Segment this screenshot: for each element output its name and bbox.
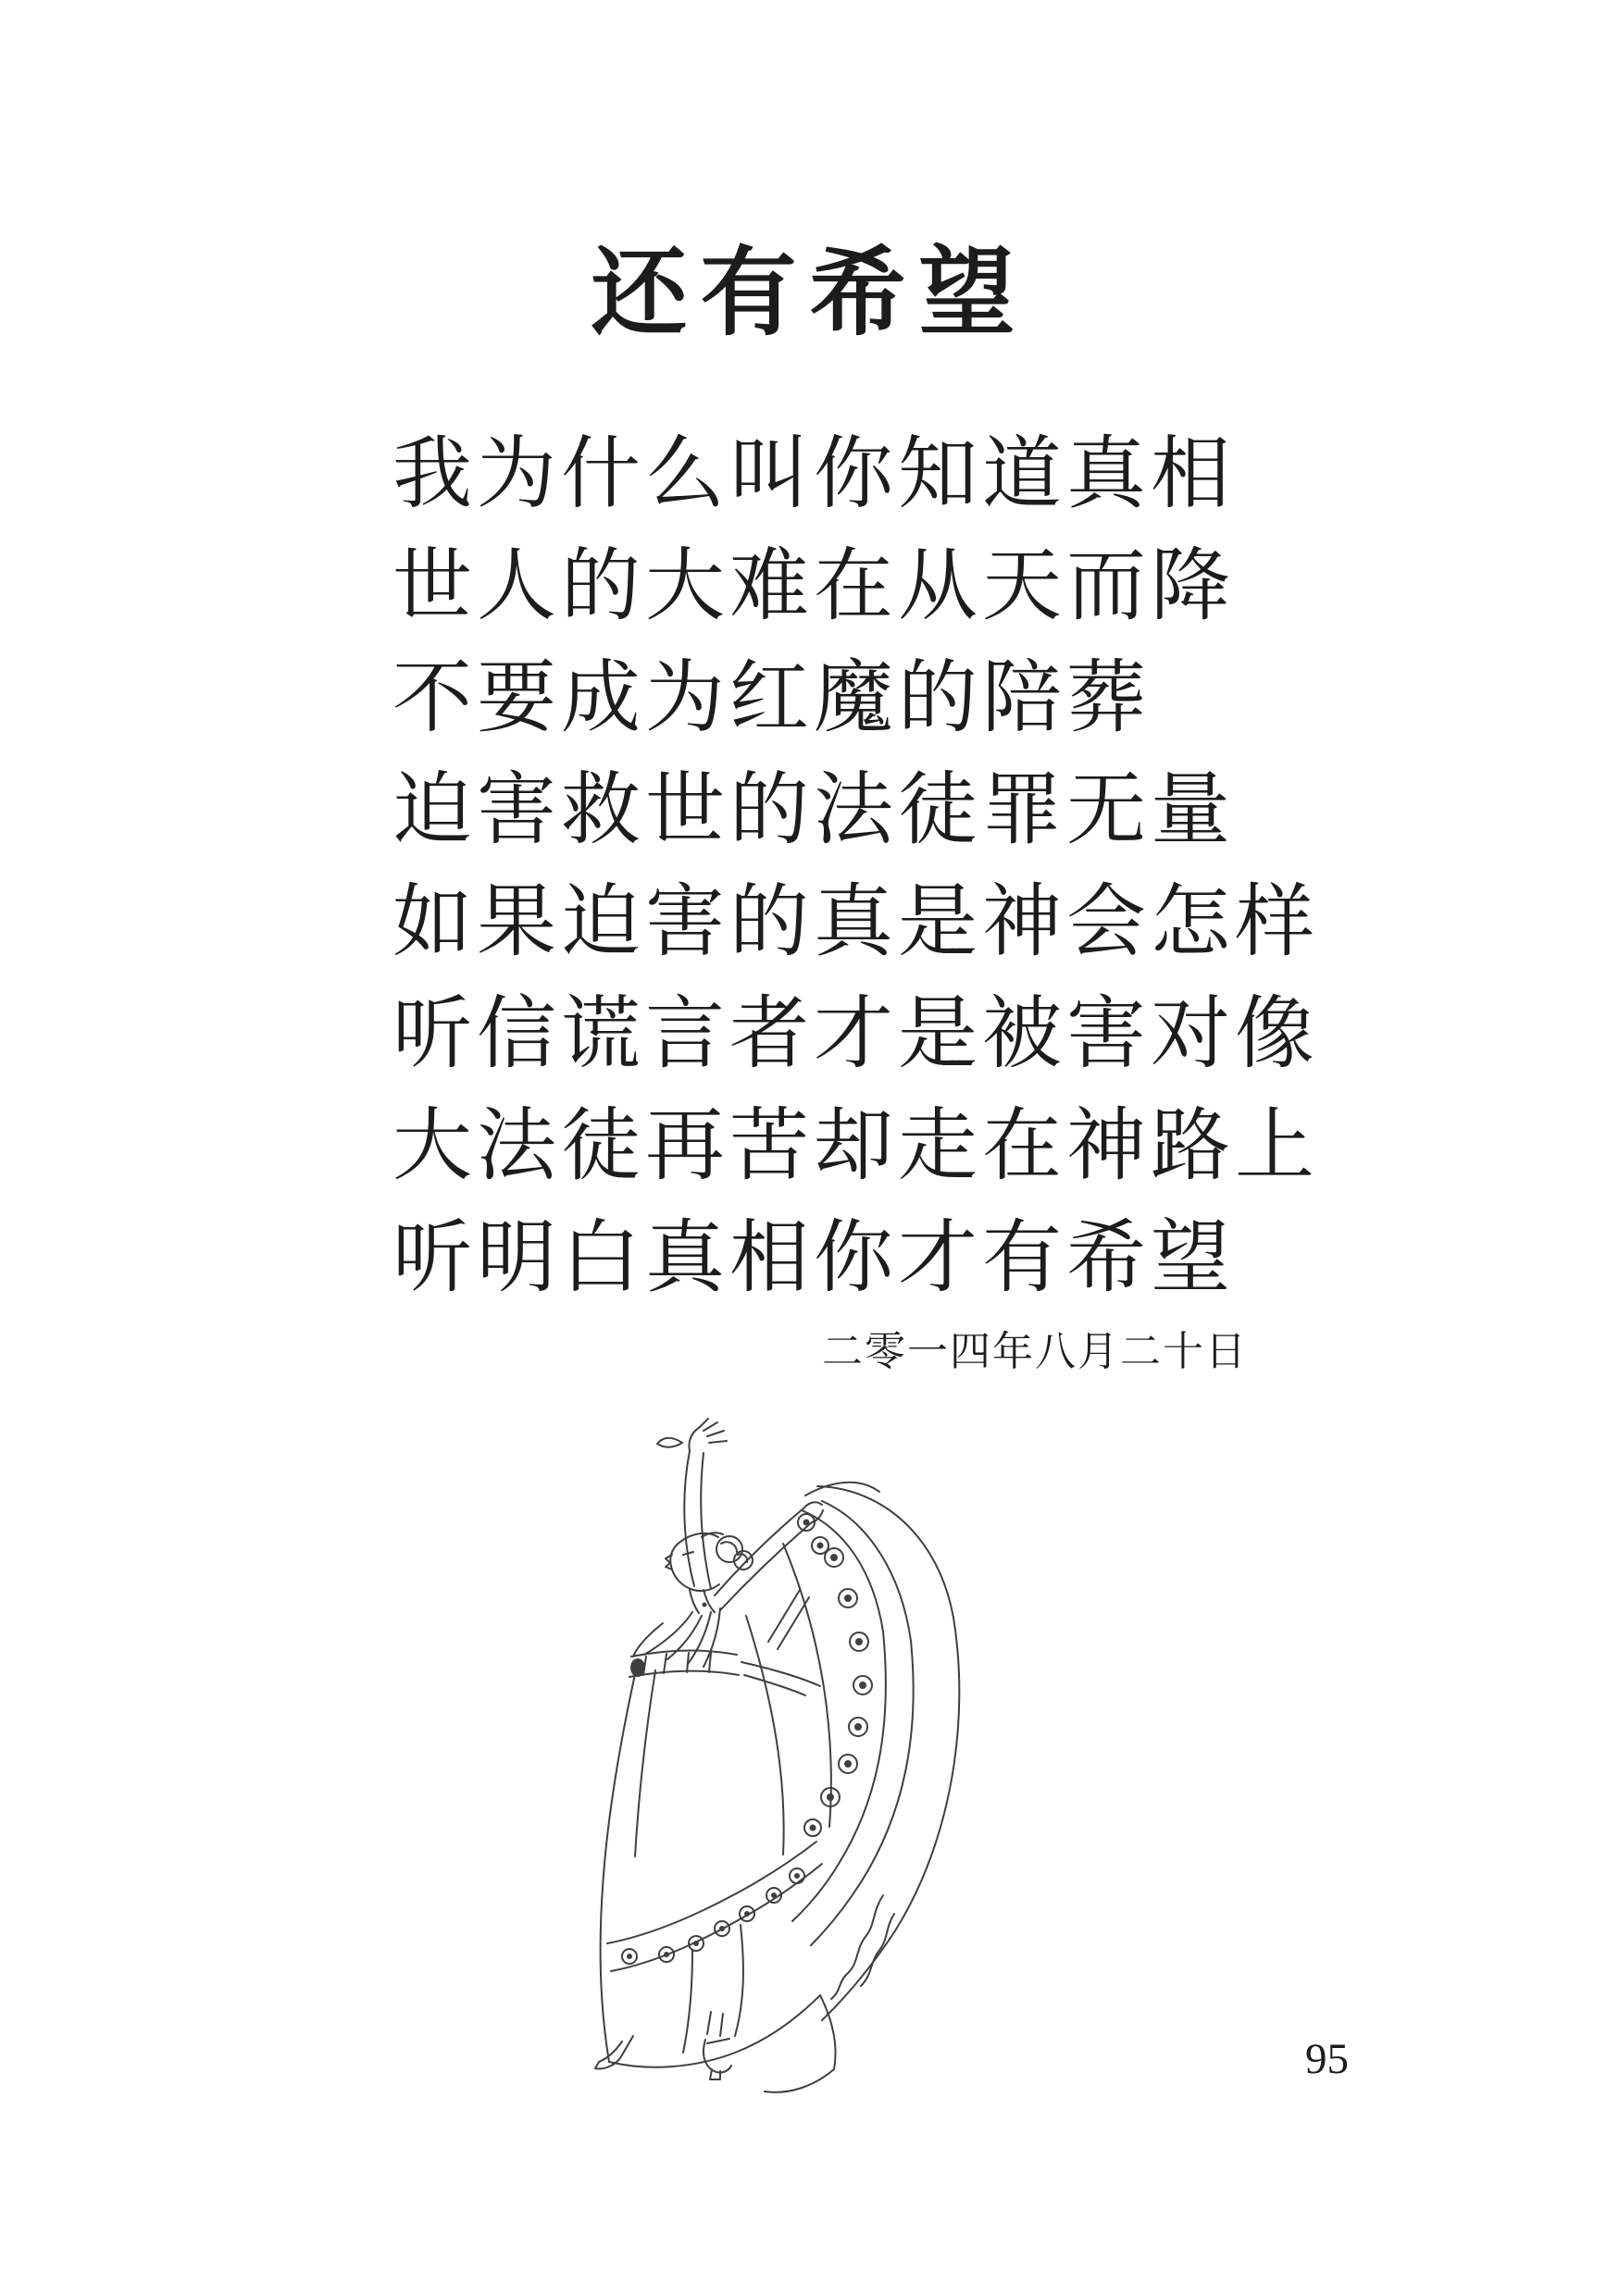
skirt-lower-hem: [609, 1995, 836, 2092]
skirt-folds: [601, 1544, 831, 2062]
poem-title: 还有希望: [591, 241, 1028, 347]
poem-date: 二零一四年八月二十日: [822, 1329, 1248, 1374]
skirt-outer-rim: [805, 1483, 959, 2020]
teardrop-motifs: [622, 1868, 804, 1964]
skirt-eye-band: [792, 1501, 914, 1945]
dancer-illustration: [554, 1414, 961, 2099]
skirt-hem-band: [607, 1842, 822, 1971]
poem-line: 听信谎言者才是被害对像: [392, 989, 1319, 1078]
peacock-eye-motifs: [798, 1514, 872, 1836]
poem-line: 世人的大难在从天而降: [392, 541, 1235, 630]
dancer-raised-arm: [657, 1419, 727, 1589]
poem-line: 大法徒再苦却走在神路上: [392, 1101, 1319, 1190]
poem-line: 如果迫害的真是神会怎样: [392, 877, 1319, 966]
dancer-waist-sash: [629, 1651, 820, 1695]
dancer-extended-arm: [715, 1502, 823, 1610]
page-number: 95: [1305, 2035, 1349, 2083]
poem-line: 我为什么叫你知道真相: [392, 429, 1235, 518]
poem-line: 不要成为红魔的陪葬: [392, 653, 1151, 742]
poem-line: 迫害救世的法徒罪无量: [392, 765, 1235, 854]
poem-body: [392, 418, 1319, 1314]
dancer-torso: [633, 1590, 720, 1667]
dancer-line-drawing-svg: [554, 1414, 961, 2099]
poem-line: 听明白真相你才有希望: [392, 1213, 1235, 1302]
dancer-feet: [595, 2012, 731, 2079]
